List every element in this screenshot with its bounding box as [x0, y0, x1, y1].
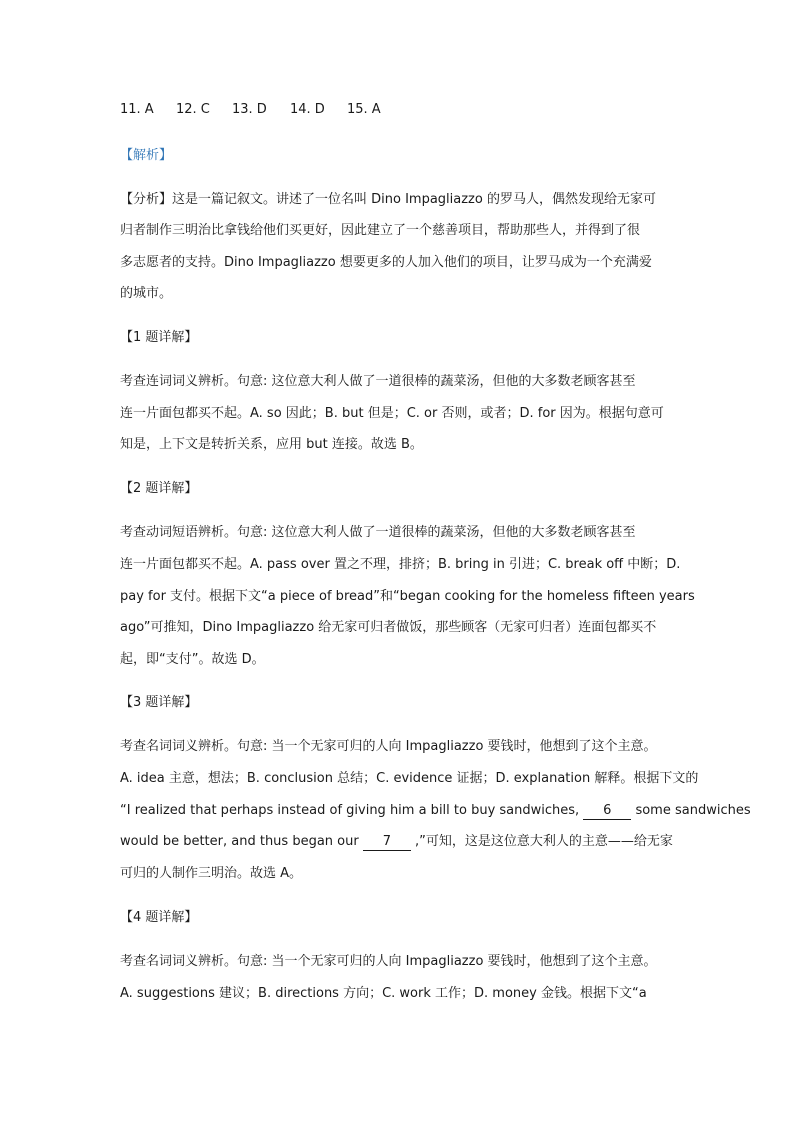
answer-11: 11. A	[120, 102, 154, 117]
q3-line-2: A. idea 主意，想法；B. conclusion 总结；C. evidence 证据；D. explanation 解释。根据下文的	[120, 771, 699, 786]
q3-line-3-part-1: “I realized that perhaps instead of giving him a bill to buy sandwiches,	[120, 803, 584, 818]
q4-line-2: A. suggestions 建议；B. directions 方向；C. work 工作；D. money 金钱。根据下文“a	[120, 986, 647, 1001]
analysis-line-4: 的城市。	[120, 286, 173, 301]
blank-6: 6	[583, 803, 631, 820]
q1-heading: 【1 题详解】	[120, 330, 198, 345]
answer-13: 13. D	[232, 102, 267, 117]
q1-line-3: 知是，上下文是转折关系，应用 but 连接。故选 B。	[120, 437, 423, 452]
analysis-line-1: 【分析】这是一篇记叙文。讲述了一位名叫 Dino Impagliazzo 的罗马人，偶然发现给无家可	[120, 192, 656, 207]
q1-line-2: 连一片面包都买不起。A. so 因此；B. but 但是；C. or 否则，或者；D. for 因为。根据句意可	[120, 406, 664, 421]
q1-line-1: 考查连词词义辨析。句意: 这位意大利人做了一道很棒的蔬菜汤，但他的大多数老顾客甚至	[120, 374, 636, 389]
answer-12: 12. C	[176, 102, 210, 117]
q3-line-5: 可归的人制作三明治。故选 A。	[120, 866, 303, 881]
q2-line-3: pay for 支付。根据下文“a piece of bread”和“began cooking for the homeless fifteen years	[120, 589, 695, 604]
analysis-line-2: 归者制作三明治比拿钱给他们买更好，因此建立了一个慈善项目，帮助那些人，并得到了很	[120, 223, 641, 238]
q2-heading: 【2 题详解】	[120, 481, 198, 496]
q2-line-2: 连一片面包都买不起。A. pass over 置之不理，排挤；B. bring in 引进；C. break off 中断；D.	[120, 557, 681, 572]
q2-line-4: ago”可推知，Dino Impagliazzo 给无家可归者做饭，那些顾客（无家可归者）连面包都买不	[120, 620, 657, 635]
section-heading-jiexi: 【解析】	[120, 148, 173, 163]
q2-line-5: 起，即“支付”。故选 D。	[120, 652, 265, 667]
blank-7: 7	[363, 834, 411, 851]
q3-line-3-part-2: some sandwiches	[631, 803, 751, 818]
q3-heading: 【3 题详解】	[120, 695, 198, 710]
q3-line-1: 考查名词词义辨析。句意: 当一个无家可归的人向 Impagliazzo 要钱时，他想到了这个主意。	[120, 739, 657, 754]
answer-14: 14. D	[290, 102, 325, 117]
q3-line-4	[120, 832, 680, 852]
q3-line-4-part-1: would be better, and thus began our	[120, 834, 363, 849]
q2-line-1: 考查动词短语辨析。句意: 这位意大利人做了一道很棒的蔬菜汤，但他的大多数老顾客甚至	[120, 525, 636, 540]
q3-line-4-part-2: ,”可知，这是这位意大利人的主意——给无家	[410, 834, 673, 849]
q4-line-1: 考查名词词义辨析。句意: 当一个无家可归的人向 Impagliazzo 要钱时，他想到了这个主意。	[120, 954, 657, 969]
answer-key-row	[120, 102, 381, 122]
answer-15: 15. A	[347, 102, 381, 117]
q4-heading: 【4 题详解】	[120, 910, 198, 925]
q3-line-3	[120, 801, 751, 821]
analysis-line-3: 多志愿者的支持。Dino Impagliazzo 想要更多的人加入他们的项目，让罗马成为一个充满爱	[120, 255, 652, 270]
